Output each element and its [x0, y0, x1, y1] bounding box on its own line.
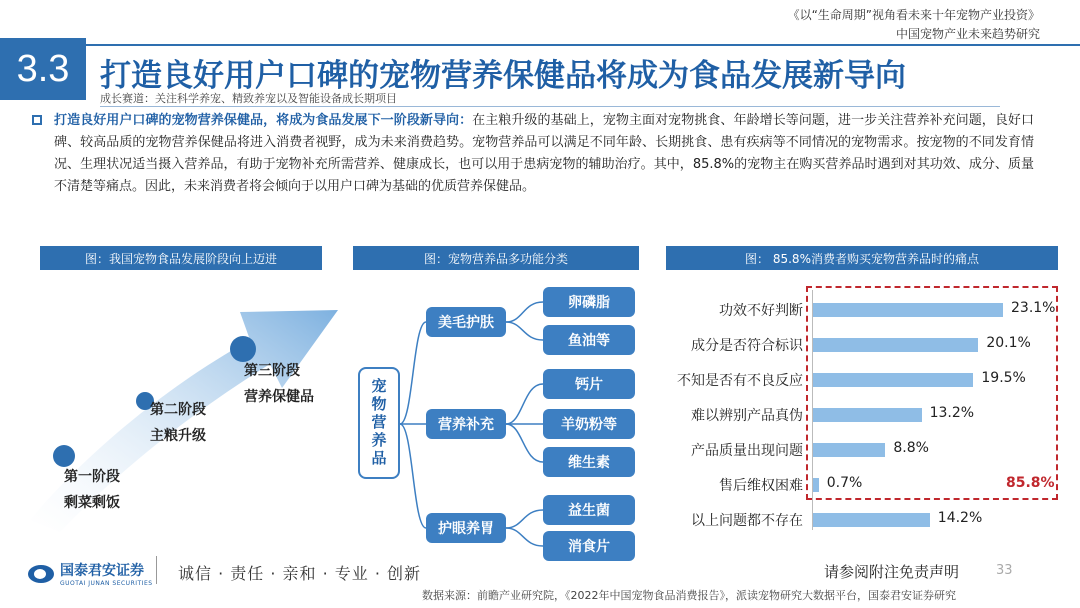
stage-2-name: 第二阶段	[150, 402, 206, 418]
highlight-box	[806, 286, 1058, 500]
bar-value: 14.2%	[937, 510, 983, 526]
stage-2-desc: 主粮升级	[150, 428, 206, 444]
pain-total-label: 85.8%	[1006, 475, 1055, 491]
page-title: 打造良好用户口碑的宠物营养保健品将成为食品发展新导向	[100, 58, 906, 94]
footer-divider	[156, 556, 157, 584]
leaf-calcium: 钙片	[543, 369, 635, 399]
leaf-probiotics: 益生菌	[543, 495, 635, 525]
paragraph-body: 在主粮升级的基础上，宠物主面对宠物挑食、年龄增长等问题，进一步关注营养补充问题，良好口碑、较高品质的宠物营养保健品将进入消费者视野，成为未来消费趋势。宠物营养品可以满足不同年龄、长期挑食、患有疾病等不同情况的宠物需求。按宠物的不同发育情况、生理状况适当摄入营养品，有助于宠物补充所需营养、健康成长，也可以用于患病宠物的辅助治疗。其中，85.8%的宠物主在购买营养品时遇到对其功效、成分、质量不清楚等痛点。因此，未来消费者将会倾向于以用户口碑为基础的优质营养保健品。	[54, 113, 1034, 194]
disclaimer-text: 请参阅附注免责声明	[824, 563, 960, 581]
header-divider	[0, 44, 1080, 46]
left-panel-title: 图：我国宠物食品发展阶段向上迈进	[40, 246, 322, 270]
leaf-lecithin: 卵磷脂	[543, 287, 635, 317]
bar-value: 13.2%	[929, 405, 975, 421]
company-name-en: GUOTAI JUNAN SECURITIES	[60, 580, 153, 587]
report-title: 《以“生命周期”视角看未来十年宠物产业投资》	[787, 8, 1040, 22]
stage-2-label	[150, 397, 206, 449]
data-source: 数据来源：前瞻产业研究院，《2022年中国宠物食品消费报告》，派读宠物研究大数据平台，国泰君安证券研究	[422, 589, 956, 602]
page-subtitle: 成长赛道：关注科学养宠、精致养宠以及智能设备成长期项目	[100, 92, 397, 105]
summary-paragraph	[54, 110, 1034, 198]
bar-value: 0.7%	[826, 475, 863, 491]
stage-3-label	[244, 358, 314, 410]
bar-value: 8.8%	[893, 440, 929, 456]
page-number: 33	[996, 563, 1013, 578]
company-name: 国泰君安证券	[60, 563, 144, 579]
logo-icon	[28, 565, 54, 583]
branch-fur-skin: 美毛护肤	[426, 307, 506, 337]
middle-panel-title: 图：宠物营养品多功能分类	[353, 246, 639, 270]
leaf-digestive: 消食片	[543, 531, 635, 561]
leaf-fish-oil: 鱼油等	[543, 325, 635, 355]
company-logo	[28, 560, 153, 587]
branch-eye-stomach: 护眼养胃	[426, 513, 506, 543]
bar	[813, 513, 930, 527]
stage-1-name: 第一阶段	[64, 469, 120, 485]
section-number: 3.3	[0, 38, 86, 100]
paragraph-lead: 打造良好用户口碑的宠物营养保健品，将成为食品发展下一阶段新导向：	[54, 113, 473, 128]
bar-label: 以上问题都不存在	[691, 513, 803, 529]
square-bullet-icon	[32, 115, 42, 125]
bar-value: 23.1%	[1011, 300, 1056, 316]
stage-3-name: 第三阶段	[244, 363, 300, 379]
company-motto: 诚信 · 责任 · 亲和 · 专业 · 创新	[178, 564, 422, 583]
leaf-goat-milk: 羊奶粉等	[543, 409, 635, 439]
bar-label: 成分是否符合标识	[691, 338, 803, 354]
bar-label: 产品质量出现问题	[691, 443, 803, 459]
report-header	[788, 6, 1040, 44]
branch-nutrition: 营养补充	[426, 409, 506, 439]
mindmap-root: 宠物营养品	[358, 367, 400, 479]
bar-label: 难以辨别产品真伪	[691, 408, 803, 424]
stage-1-desc: 剩菜剩饭	[64, 495, 120, 511]
bar-label: 不知是否有不良反应	[677, 373, 803, 389]
report-subtitle: 中国宠物产业未来趋势研究	[895, 27, 1040, 41]
bar-label: 售后维权困难	[719, 478, 803, 494]
right-panel-title: 图： 85.8%消费者购买宠物营养品时的痛点	[666, 246, 1058, 270]
bar-value: 20.1%	[986, 335, 1031, 351]
leaf-vitamins: 维生素	[543, 447, 635, 477]
stage-1-label	[64, 464, 120, 516]
subtitle-divider	[100, 106, 1000, 107]
bar-value: 19.5%	[981, 370, 1026, 386]
bar-label: 功效不好判断	[719, 303, 803, 319]
stage-3-desc: 营养保健品	[244, 389, 314, 405]
